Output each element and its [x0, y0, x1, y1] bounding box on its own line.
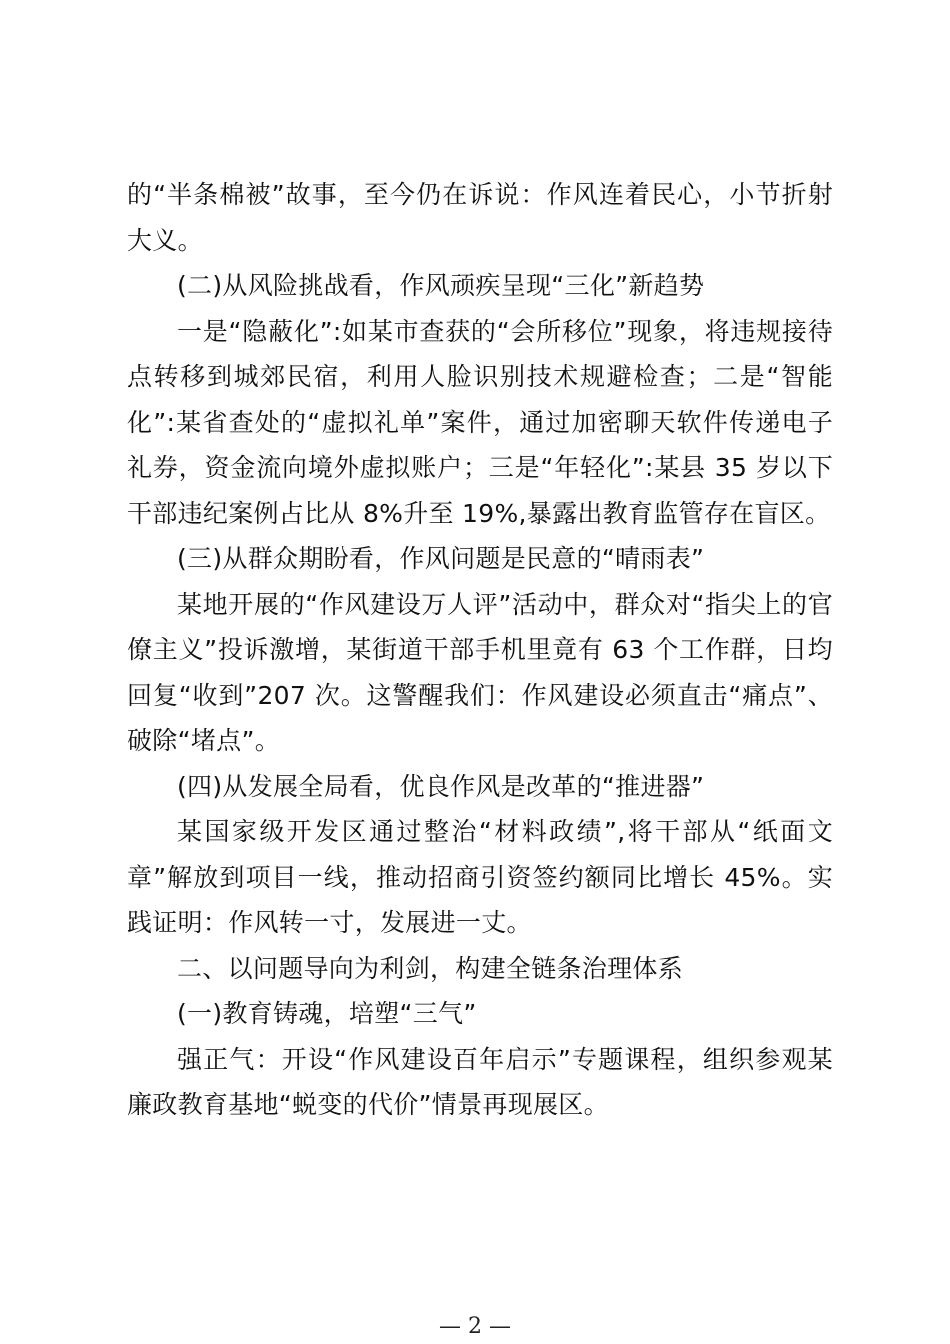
paragraph-continuation: 的“半条棉被”故事，至今仍在诉说：作风连着民心，小节折射大义。 — [127, 180, 833, 255]
document-body — [127, 172, 833, 1128]
paragraph-strengthen-integrity: 强正气：开设“作风建设百年启示”专题课程，组织参观某廉政教育基地“蜕变的代价”情景再现展区。 — [127, 1044, 833, 1119]
chapter-heading-problem-oriented: 二、以问题导向为利剑，构建全链条治理体系 — [177, 953, 684, 983]
paragraph-three-trends: 一是“隐蔽化”:如某市查获的“会所移位”现象，将违规接待点转移到城郊民宿，利用人脸识别技术规避检查；二是“智能化”:某省查处的“虚拟礼单”案件，通过加密聊天软件传递电子礼券，资金流向境外虚拟账户；三是“年轻化”:某县 35 岁以下干部违纪案例占比从 8%升至 19%,暴露出教育监管存在盲区。 — [127, 316, 833, 528]
paragraph-development-zone: 某国家级开发区通过整治“材料政绩”,将干部从“纸面文章”解放到项目一线，推动招商引资签约额同比增长 45%。实践证明：作风转一寸，发展进一丈。 — [127, 817, 833, 937]
section-heading-public-expectations: (三)从群众期盼看，作风问题是民意的“晴雨表” — [177, 544, 705, 573]
page-number: — 2 — — [439, 1314, 511, 1339]
section-heading-development: (四)从发展全局看，优良作风是改革的“推进器” — [177, 771, 705, 801]
section-heading-education: (一)教育铸魂，培塑“三气” — [177, 999, 477, 1028]
paragraph-public-evaluation: 某地开展的“作风建设万人评”活动中，群众对“指尖上的官僚主义”投诉激增，某街道干部手机里竟有 63 个工作群，日均回复“收到”207 次。这警醒我们：作风建设必须直击“痛点”、破除“堵点”。 — [127, 589, 833, 755]
section-heading-risk-challenges: (二)从风险挑战看，作风顽疾呈现“三化”新趋势 — [177, 271, 705, 300]
